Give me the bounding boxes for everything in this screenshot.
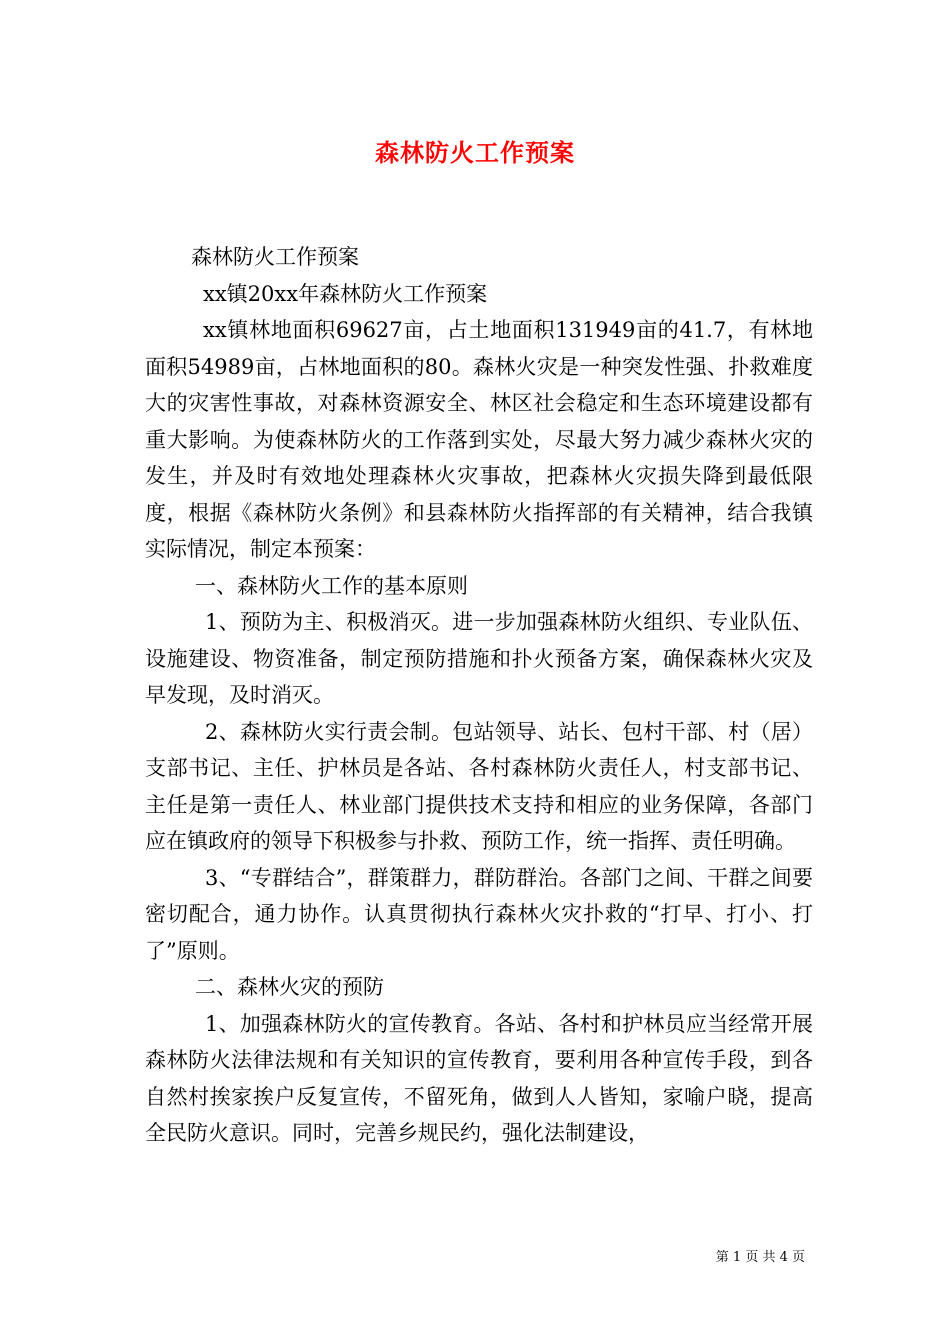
paragraph-principle-1: 1、预防为主、积极消灭。进一步加强森林防火组织、专业队伍、设施建设、物资准备，制定预防措施和扑火预备方案，确保森林火灾及早发现，及时消灭。 bbox=[145, 610, 813, 707]
section-heading-prevention: 二、森林火灾的预防 bbox=[195, 975, 384, 999]
page-title: 森林防火工作预案 bbox=[375, 138, 575, 167]
paragraph-heading: 森林防火工作预案 bbox=[191, 245, 359, 269]
page-number: 第 1 页 共 4 页 bbox=[715, 1250, 805, 1265]
paragraph-subtitle: xx镇20xx年森林防火工作预案 bbox=[203, 281, 488, 306]
paragraph-prevention-1: 1、加强森林防火的宣传教育。各站、各村和护林员应当经常开展森林防火法律法规和有关知识的宣传教育，要利用各种宣传手段，到各自然村挨家挨户反复宣传，不留死角，做到人人皆知，家喻户晓，提高全民防火意识。同时，完善乡规民约，强化法制建设， bbox=[145, 1011, 813, 1145]
paragraph-principle-2: 2、森林防火实行责会制。包站领导、站长、包村干部、村（居）支部书记、主任、护林员是各站、各村森林防火责任人，村支部书记、主任是第一责任人、林业部门提供技术支持和相应的业务保障，各部门应在镇政府的领导下积极参与扑救、预防工作，统一指挥、责任明确。 bbox=[145, 719, 813, 853]
section-heading-principles: 一、森林防火工作的基本原则 bbox=[195, 573, 468, 598]
paragraph-principle-3: 3、“专群结合”，群策群力，群防群治。各部门之间、干群之间要密切配合，通力协作。认真贯彻执行森林火灾扑救的“打早、打小、打了”原则。 bbox=[145, 865, 813, 963]
paragraph-intro: xx镇林地面积69627亩，占土地面积131949亩的41.7，有林地面积54989亩，占林地面积的80。森林火灾是一种突发性强、扑救难度大的灾害性事故，对森林资源安全、林区社会稳定和生态环境建设都有重大影响。为使森林防火的工作落到实处，尽最大努力减少森林火灾的发生，并及时有效地处理森林火灾事故，把森林火灾损失降到最低限度，根据《森林防火条例》和县森林防火指挥部的有关精神，结合我镇实际情况，制定本预案： bbox=[145, 318, 813, 561]
document-body bbox=[145, 239, 813, 1152]
